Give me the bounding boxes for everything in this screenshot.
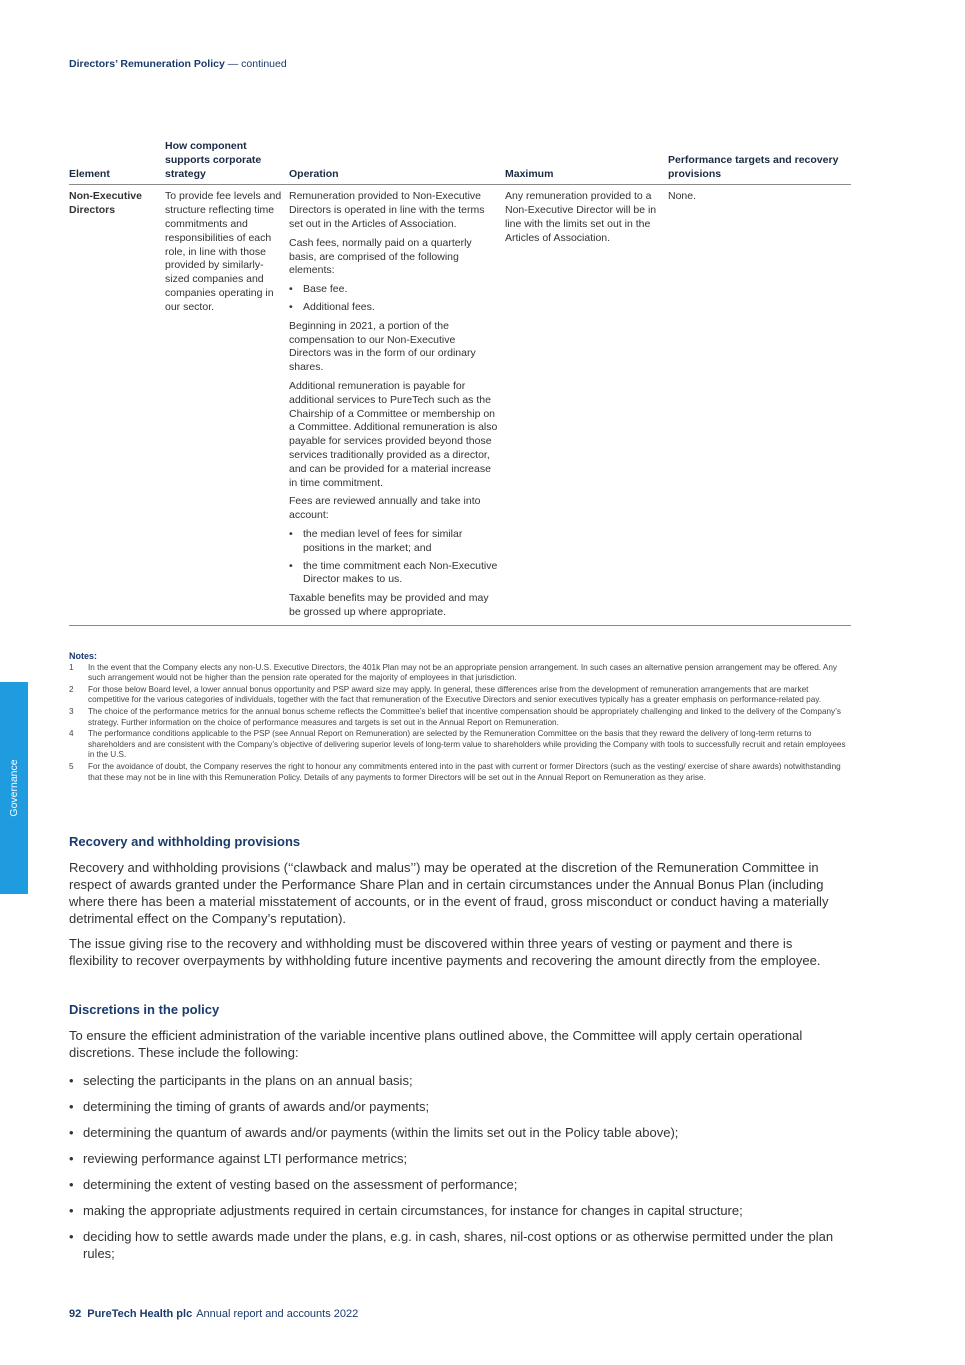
policy-table (69, 140, 851, 626)
table-header-row (69, 140, 851, 185)
operation-para: Additional remuneration is payable for additional services to PureTech such as the Chairship of a Committee or membership on a Committee. Additional remuneration is also payable for services provided beyond those services traditionally provided as a director, and can be provided for a material increase in time commitment. (289, 379, 498, 489)
notes-title: Notes: (69, 651, 98, 661)
note-number: 4 (69, 729, 74, 739)
cell-element: Non-Executive Directors (69, 185, 165, 625)
header-strategy: How component supports corporate strategy (165, 140, 289, 185)
notes-section (69, 651, 851, 783)
cell-performance: None. (668, 185, 851, 625)
note-text: For those below Board level, a lower annual bonus opportunity and PSP award size may apply. In general, these differences arise from the development of remuneration arrangements that are market competitive for the various categories of individuals, together with the fact that remuneration of the Executive Directors and senior executives typically has a greater emphasis on performance-related pay. (88, 684, 822, 705)
list-item: • making the appropriate adjustments required in certain circumstances, for instance for changes in capital structure; (69, 1202, 844, 1219)
discretions-intro: To ensure the efficient administration of the variable incentive plans outlined above, the Committee will apply certain operational discretions. These include the following: (69, 1028, 803, 1060)
recovery-para: Recovery and withholding provisions (‘‘clawback and malus’’) may be operated at the discretion of the Remuneration Committee in respect of awards granted under the Performance Share Plan and in certain circumstances under the Annual Bonus Plan (including where there has been a material misstatement of accounts, or in the event of fraud, gross misconduct or conduct having a materially detrimental effect on the Company’s reputation). (69, 860, 829, 926)
note-item (69, 729, 851, 761)
list-item: • selecting the participants in the plans on an annual basis; (69, 1072, 844, 1089)
note-item (69, 762, 851, 783)
page-footer (69, 1308, 358, 1320)
recovery-para: The issue giving rise to the recovery and withholding must be discovered within three years of vesting or payment and there is flexibility to recover overpayments by withholding future incentive payments and recovering the amount directly from the employee. (69, 936, 821, 968)
discretions-heading: Discretions in the policy (69, 1002, 220, 1017)
list-item: • the time commitment each Non-Executive Director makes to us. (289, 560, 499, 588)
recovery-body (69, 859, 844, 977)
note-text: For the avoidance of doubt, the Company reserves the right to honour any commitments entered into in the past with current or former Directors (such as the vesting/ exercise of share awards) notwithstanding that these may not be in line with this Remuneration Policy. Details of any payments to former Directors will be set out in the Annual Report on Remuneration as they arise. (88, 761, 841, 782)
company-name: PureTech Health plc (87, 1308, 193, 1320)
list-item: • determining the timing of grants of awards and/or payments; (69, 1098, 844, 1115)
note-item (69, 707, 851, 728)
header-performance: Performance targets and recovery provisions (668, 140, 851, 185)
note-number: 1 (69, 662, 74, 672)
note-item (69, 663, 851, 684)
list-item: • Base fee. (289, 283, 499, 297)
section-continued: — continued (224, 58, 287, 70)
list-item: • the median level of fees for similar positions in the market; and (289, 528, 499, 556)
table-row (69, 185, 851, 625)
header-maximum: Maximum (505, 140, 668, 185)
cell-maximum: Any remuneration provided to a Non-Executive Director will be in line with the limits set out in the Articles of Association. (505, 185, 668, 625)
note-number: 5 (69, 761, 74, 771)
side-tab-label: Governance (8, 759, 20, 817)
note-text: In the event that the Company elects any non-U.S. Executive Directors, the 401k Plan may not be an appropriate pension arrangement. In such cases an alternative pension arrangement may be offered. Any such arrangement would not be higher than the pension rate operated for the majority of employees in that jurisdiction. (88, 662, 837, 683)
operation-list (289, 528, 499, 587)
cell-operation (289, 185, 505, 625)
list-item: • reviewing performance against LTI performance metrics; (69, 1150, 844, 1167)
note-number: 3 (69, 706, 74, 716)
report-title: Annual report and accounts 2022 (196, 1308, 359, 1320)
operation-para: Remuneration provided to Non-Executive Directors is operated in line with the terms set out in the Articles of Association. (289, 190, 485, 230)
operation-para: Fees are reviewed annually and take into account: (289, 495, 481, 522)
running-header (69, 58, 287, 70)
header-element: Element (69, 140, 165, 185)
section-side-tab (0, 682, 28, 894)
list-item: • deciding how to settle awards made under the plans, e.g. in cash, shares, nil-cost options or as otherwise permitted under the plan rules; (69, 1228, 844, 1262)
operation-list (289, 283, 499, 315)
note-text: The choice of the performance metrics for the annual bonus scheme reflects the Committee’s belief that incentive compensation should be appropriately challenging and linked to the delivery of the Company’s strategy. Further information on the choice of performance measures and targets is set out in the Annual Report on Remuneration. (88, 706, 841, 727)
recovery-heading: Recovery and withholding provisions (69, 834, 301, 849)
note-number: 2 (69, 684, 74, 694)
page-number: 92 (69, 1308, 82, 1320)
operation-para: Cash fees, normally paid on a quarterly basis, are comprised of the following elements: (289, 236, 472, 277)
note-item (69, 685, 851, 706)
discretions-list (69, 1072, 844, 1271)
list-item: • determining the quantum of awards and/or payments (within the limits set out in the Policy table above); (69, 1124, 844, 1141)
operation-para: Taxable benefits may be provided and may be grossed up where appropriate. (289, 592, 489, 618)
list-item: • determining the extent of vesting based on the assessment of performance; (69, 1176, 844, 1193)
header-operation: Operation (289, 140, 505, 185)
section-title: Directors’ Remuneration Policy (69, 58, 225, 70)
operation-para: Beginning in 2021, a portion of the compensation to our Non-Executive Directors was in the form of our ordinary shares. (289, 319, 476, 374)
note-text: The performance conditions applicable to the PSP (see Annual Report on Remuneration) are selected by the Remuneration Committee on the basis that they reward the delivery of long-term returns to shareholders and are consistent with the Company’s objective of delivering superior levels of long-term value to shareholders while providing the Company with tools to successfully recruit and retain employees in the U.S. (88, 729, 846, 760)
cell-strategy: To provide fee levels and structure reflecting time commitments and responsibilities of each role, in line with those provided by similarly-sized companies and companies operating in our sector. (165, 185, 289, 625)
list-item: • Additional fees. (289, 301, 499, 315)
